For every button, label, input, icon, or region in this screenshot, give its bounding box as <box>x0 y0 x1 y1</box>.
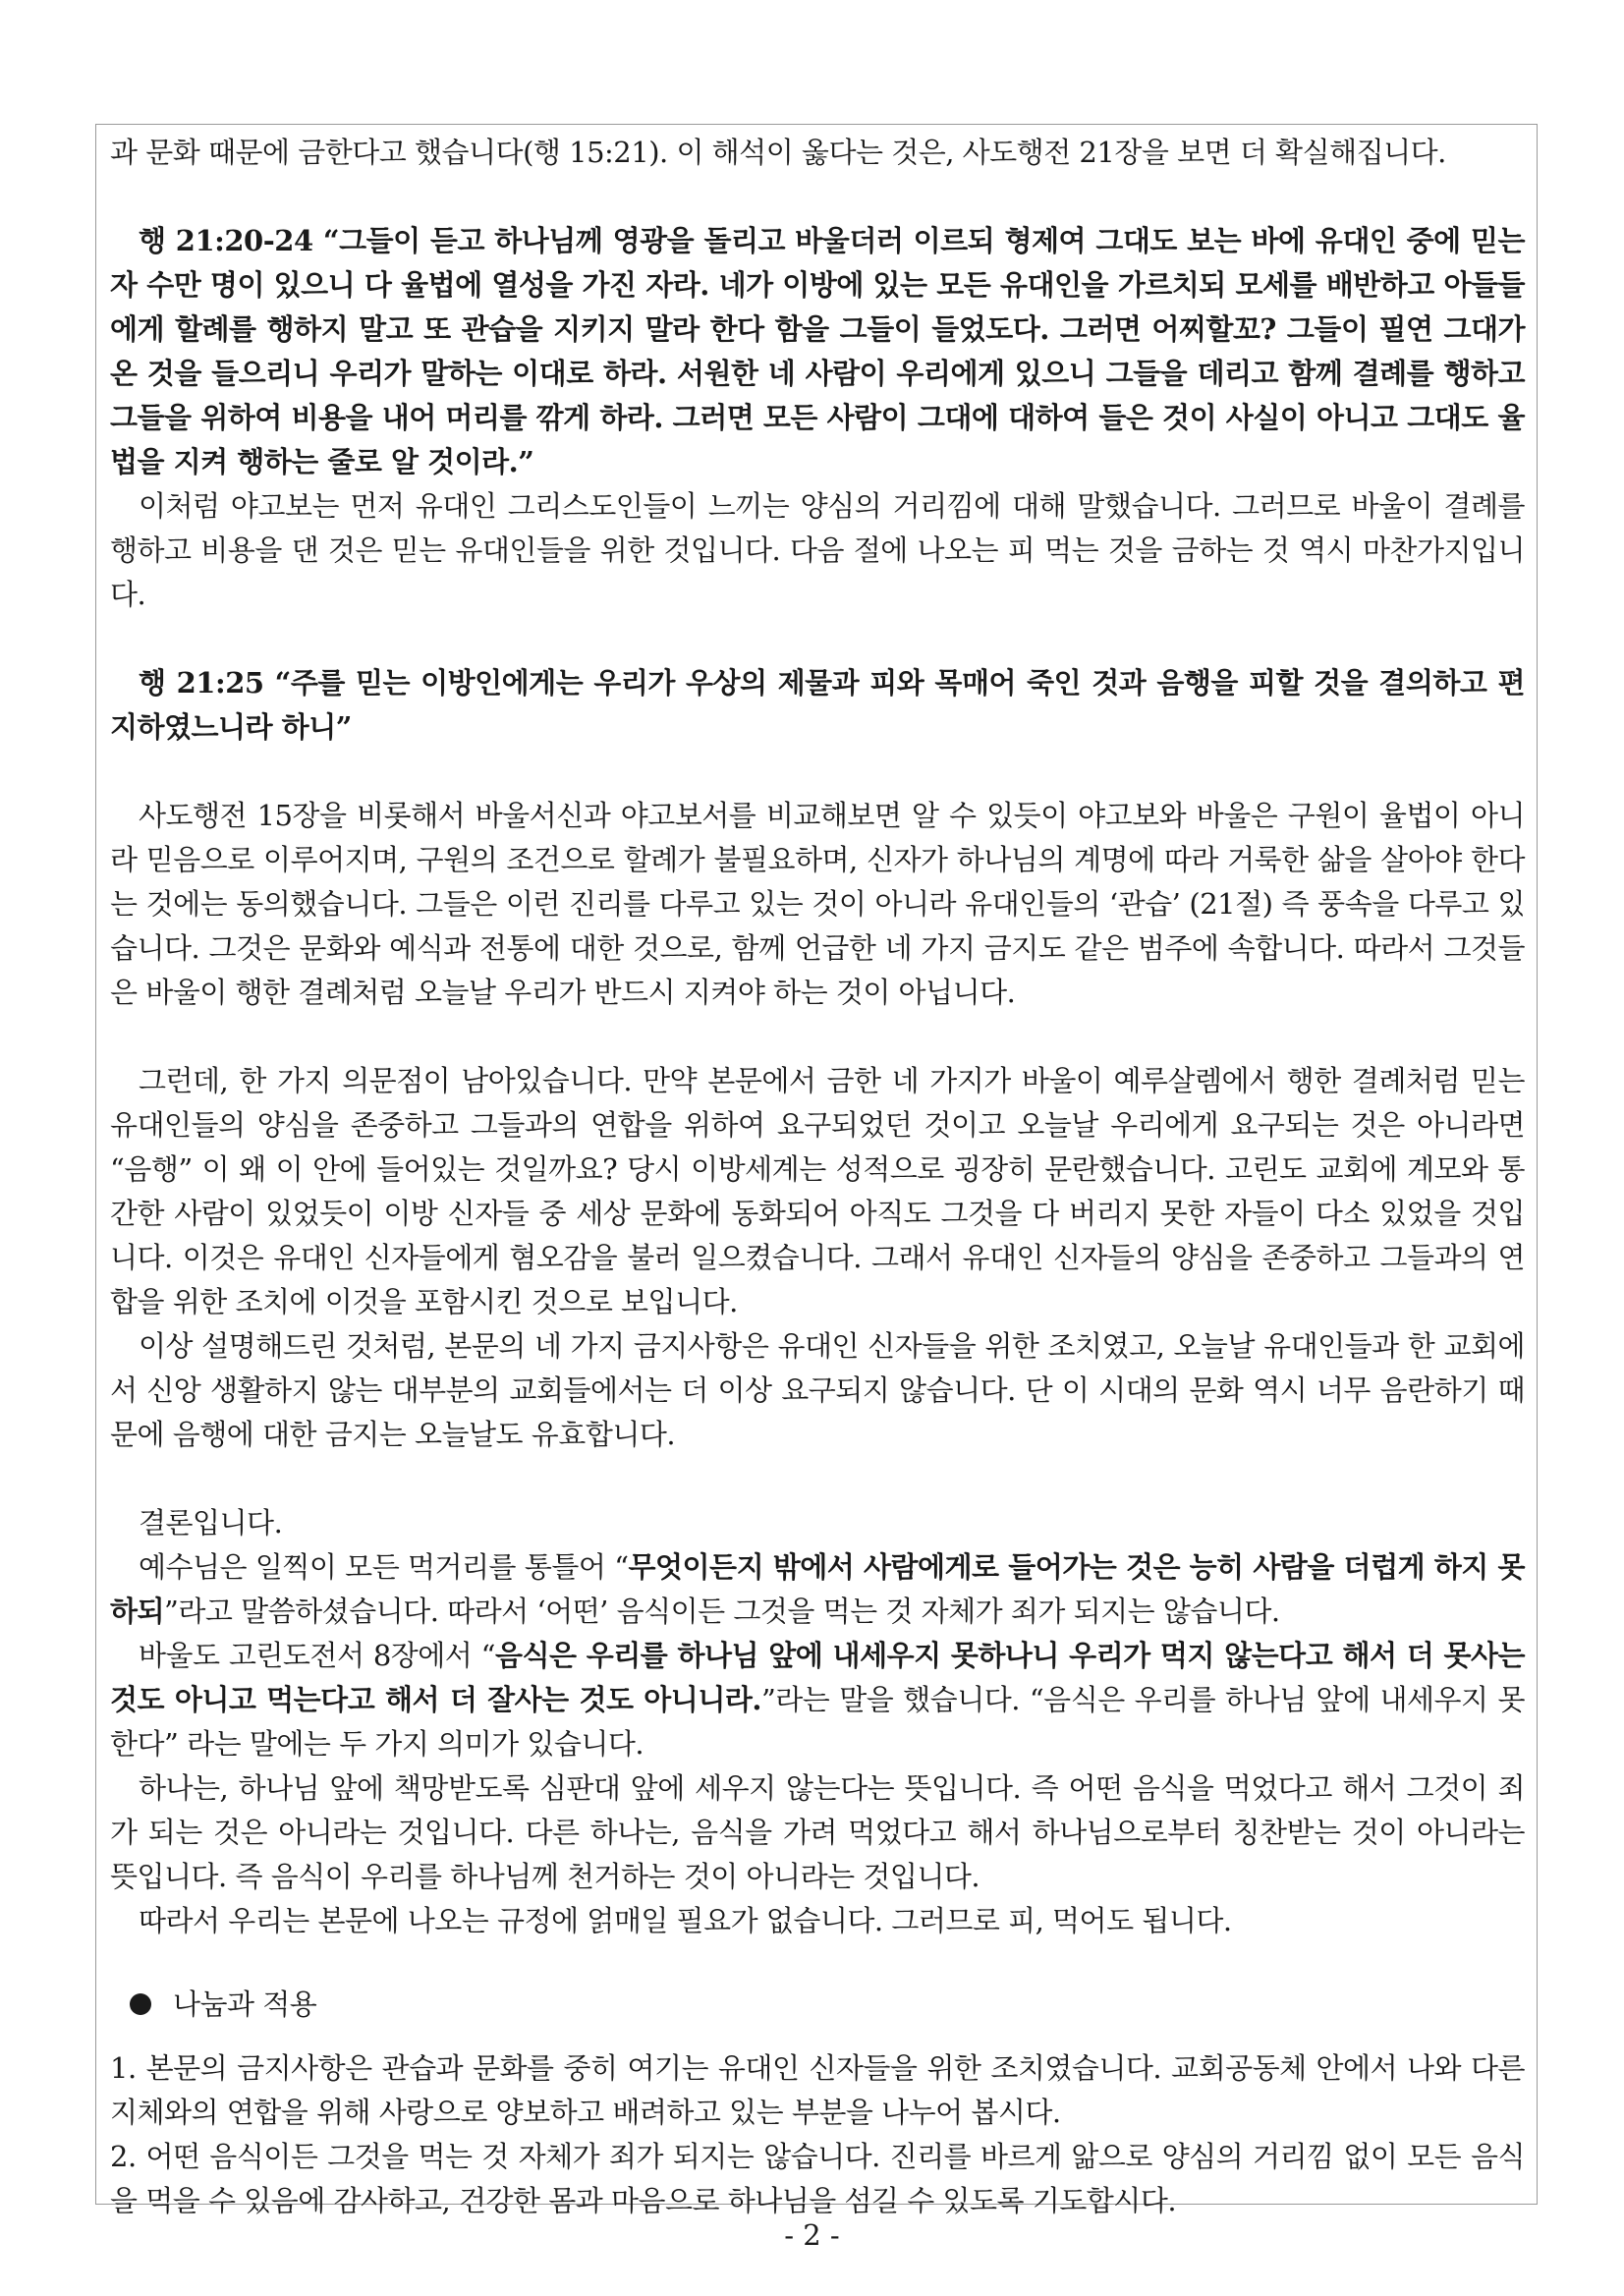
list-item: 1. 본문의 금지사항은 관습과 문화를 중히 여기는 유대인 신자들을 위한 조치였습니다. 교회공동체 안에서 나와 다른 지체와의 연합을 위해 사랑으로 양보하고 배려하고 있는 부분을 나누어 봅시다. <box>110 2051 1525 2129</box>
text-run: ”라고 말씀하셨습니다. 따라서 ‘어떤’ 음식이든 그것을 먹는 것 자체가 죄가 되지는 않습니다. <box>164 1595 1280 1628</box>
text-run: 바울도 고린도전서 8장에서 “ <box>139 1639 495 1672</box>
scripture-quote: 행 21:25 “주를 믿는 이방인에게는 우리가 우상의 제물과 피와 목매어 죽인 것과 음행을 피할 것을 결의하고 편지하였느니라 하니” <box>110 666 1525 744</box>
text-run: 예수님은 일찍이 모든 먹거리를 통틀어 “ <box>139 1550 629 1584</box>
paragraph: 이처럼 야고보는 먼저 유대인 그리스도인들이 느끼는 양심의 거리낌에 대해 말했습니다. 그러므로 바울이 결례를 행하고 비용을 댄 것은 믿는 유대인들을 위한 것입니다. 다음 절에 나오는 피 먹는 것을 금하는 것 역시 마찬가지입니다. <box>110 489 1525 611</box>
text-run: ”라는 말을 했습니다. “음식은 우리를 하나님 앞에 내세우지 못한다” 라는 말에는 두 가지 의미가 있습니다. <box>110 1683 1525 1761</box>
paragraph: 사도행전 15장을 비롯해서 바울서신과 야고보서를 비교해보면 알 수 있듯이 야고보와 바울은 구원이 율법이 아니라 믿음으로 이루어지며, 구원의 조건으로 할례가 불필요하며, 신자가 하나님의 계명에 따라 거룩한 삶을 살아야 한다는 것에는 동의했습니다. 그들은 이런 진리를 다루고 있는 것이 아니라 유대인들의 ‘관습’ (21절) 즉 풍속을 다루고 있습니다. 그것은 문화와 예식과 전통에 대한 것으로, 함께 언급한 네 가지 금지도 같은 범주에 속합니다. 따라서 그것들은 바울이 행한 결례처럼 오늘날 우리가 반드시 지켜야 하는 것이 아닙니다. <box>110 799 1525 1009</box>
scripture-quote: 행 21:20-24 “그들이 듣고 하나님께 영광을 돌리고 바울더러 이르되 형제여 그대도 보는 바에 유대인 중에 믿는 자 수만 명이 있으니 다 율법에 열성을 가진 자라. 네가 이방에 있는 모든 유대인을 가르치되 모세를 배반하고 아들들에게 할례를 행하지 말고 또 관습을 지키지 말라 한다 함을 그들이 들었도다. 그러면 어찌할꼬? 그들이 필연 그대가 온 것을 들으리니 우리가 말하는 이대로 하라. 서원한 네 사람이 우리에게 있으니 그들을 데리고 함께 결례를 행하고 그들을 위하여 비용을 내어 머리를 깎게 하라. 그러면 모든 사람이 그대에 대하여 들은 것이 사실이 아니고 그대도 율법을 지켜 행하는 줄로 알 것이라.” <box>110 224 1525 478</box>
paragraph <box>110 1634 1525 1766</box>
list-item: 2. 어떤 음식이든 그것을 먹는 것 자체가 죄가 되지는 않습니다. 진리를 바르게 앎으로 양심의 거리낌 없이 모든 음식을 먹을 수 있음에 감사하고, 건강한 몸과 마음으로 하나님을 섬길 수 있도록 기도합시다. <box>110 2140 1525 2217</box>
paragraph: 따라서 우리는 본문에 나오는 규정에 얽매일 필요가 없습니다. 그러므로 피, 먹어도 됩니다. <box>139 1904 1232 1937</box>
conclusion-heading: 결론입니다. <box>139 1506 283 1540</box>
paragraph <box>110 1545 1525 1634</box>
page-content <box>110 131 1525 2223</box>
bullet-icon <box>130 1993 151 2015</box>
paragraph: 과 문화 때문에 금한다고 했습니다(행 15:21). 이 해석이 옳다는 것은, 사도행전 21장을 보면 더 확실해집니다. <box>110 136 1446 169</box>
paragraph: 하나는, 하나님 앞에 책망받도록 심판대 앞에 세우지 않는다는 뜻입니다. 즉 어떤 음식을 먹었다고 해서 그것이 죄가 되는 것은 아니라는 것입니다. 다른 하나는, 음식을 가려 먹었다고 해서 하나님으로부터 칭찬받는 것이 아니라는 뜻입니다. 즉 음식이 우리를 하나님께 천거하는 것이 아니라는 것입니다. <box>110 1771 1525 1893</box>
paragraph: 그런데, 한 가지 의문점이 남아있습니다. 만약 본문에서 금한 네 가지가 바울이 예루살렘에서 행한 결례처럼 믿는 유대인들의 양심을 존중하고 그들과의 연합을 위하여 요구되었던 것이고 오늘날 우리에게 요구되는 것은 아니라면 “음행” 이 왜 이 안에 들어있는 것일까요? 당시 이방세계는 성적으로 굉장히 문란했습니다. 고린도 교회에 계모와 통간한 사람이 있었듯이 이방 신자들 중 세상 문화에 동화되어 아직도 그것을 다 버리지 못한 자들이 다소 있었을 것입니다. 이것은 유대인 신자들에게 혐오감을 불러 일으켰습니다. 그래서 유대인 신자들의 양심을 존중하고 그들과의 연합을 위한 조치에 이것을 포함시킨 것으로 보입니다. <box>110 1064 1525 1318</box>
scripture-inline: 무엇이든지 밖에서 사람에게로 들어가는 것은 능히 사람을 더럽게 하지 못하되 <box>110 1550 1525 1628</box>
sharing-heading-label: 나눔과 적용 <box>173 1988 317 2021</box>
scripture-inline: 음식은 우리를 하나님 앞에 내세우지 못하나니 우리가 먹지 않는다고 해서 더 못사는 것도 아니고 먹는다고 해서 더 잘사는 것도 아니니라. <box>110 1639 1525 1716</box>
paragraph: 이상 설명해드린 것처럼, 본문의 네 가지 금지사항은 유대인 신자들을 위한 조치였고, 오늘날 유대인들과 한 교회에서 신앙 생활하지 않는 대부분의 교회들에서는 더 이상 요구되지 않습니다. 단 이 시대의 문화 역시 너무 음란하기 때문에 음행에 대한 금지는 오늘날도 유효합니다. <box>110 1329 1525 1451</box>
page-number: - 2 - <box>784 2218 840 2252</box>
sharing-heading <box>110 1983 1525 2027</box>
